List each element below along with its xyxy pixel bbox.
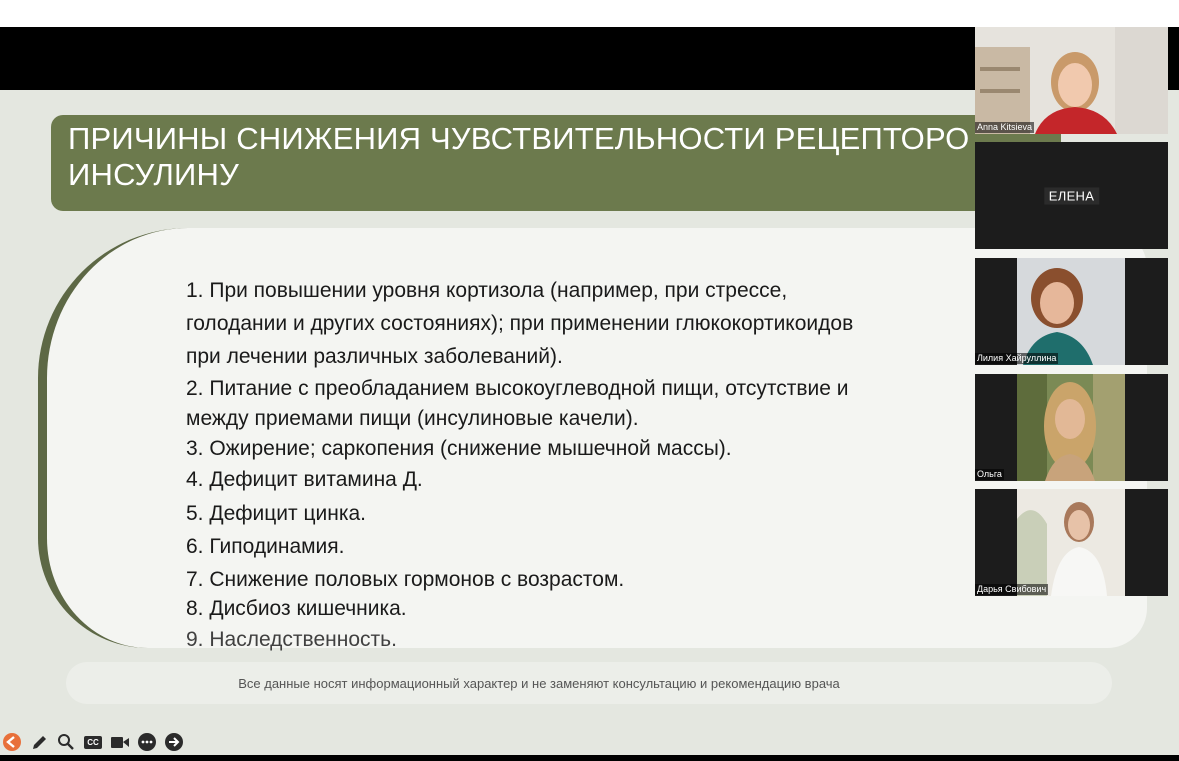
pen-icon[interactable] — [29, 732, 49, 752]
cc-label: CC — [87, 738, 99, 747]
list-item: 6. Гиподинамия. — [186, 535, 345, 558]
bottom-edge — [0, 755, 1179, 761]
more-icon[interactable] — [137, 732, 157, 752]
closed-captions-icon[interactable] — [83, 732, 103, 752]
back-arrow-icon[interactable] — [2, 732, 22, 752]
list-item: 5. Дефицит цинка. — [186, 502, 366, 525]
slide-toolbar — [2, 731, 184, 753]
video-tile-anna[interactable] — [975, 27, 1168, 134]
list-item: при лечении различных заболеваний). — [186, 345, 563, 368]
participant-video-image — [975, 374, 1168, 481]
participant-name: Ольга — [977, 469, 1002, 479]
participant-name: ЕЛЕНА — [1044, 187, 1099, 204]
participant-name: Дарья Свибович — [977, 584, 1047, 594]
video-tile-darya[interactable] — [975, 489, 1168, 596]
list-item: 4. Дефицит витамина Д. — [186, 468, 423, 491]
participant-name: Anna Kitsieva — [977, 122, 1033, 132]
search-icon[interactable] — [56, 732, 76, 752]
video-tile-liliya[interactable] — [975, 258, 1168, 365]
list-item: между приемами пищи (инсулиновые качели). — [186, 407, 639, 430]
list-item: 9. Наследственность. — [186, 628, 397, 651]
list-item: 8. Дисбиоз кишечника. — [186, 597, 407, 620]
video-tile-olga[interactable] — [975, 374, 1168, 481]
video-camera-icon[interactable] — [110, 732, 130, 752]
participant-video-image — [975, 258, 1168, 365]
video-tile-elena[interactable] — [975, 142, 1168, 249]
list-item: 1. При повышении уровня кортизола (например, при стрессе, — [186, 279, 788, 302]
list-item: 2. Питание с преобладанием высокоуглеводной пищи, отсутствие и — [186, 377, 849, 400]
forward-arrow-icon[interactable] — [164, 732, 184, 752]
slide-title: ПРИЧИНЫ СНИЖЕНИЯ ЧУВСТВИТЕЛЬНОСТИ РЕЦЕПТОРО ИНСУЛИНУ — [68, 121, 970, 192]
list-item: 7. Снижение половых гормонов с возрастом. — [186, 568, 625, 591]
participant-name: Лилия Хайруллина — [977, 353, 1057, 363]
participant-video-image — [975, 489, 1168, 596]
disclaimer-text: Все данные носят информационный характер и не заменяют консультацию и рекомендацию врача — [238, 676, 840, 691]
window-top-band — [0, 0, 1179, 27]
list-item: голодании и других состояниях); при применении глюкокортикоидов — [186, 312, 854, 335]
list-item: 3. Ожирение; саркопения (снижение мышечной массы). — [186, 437, 732, 460]
participant-video-image — [975, 27, 1168, 134]
